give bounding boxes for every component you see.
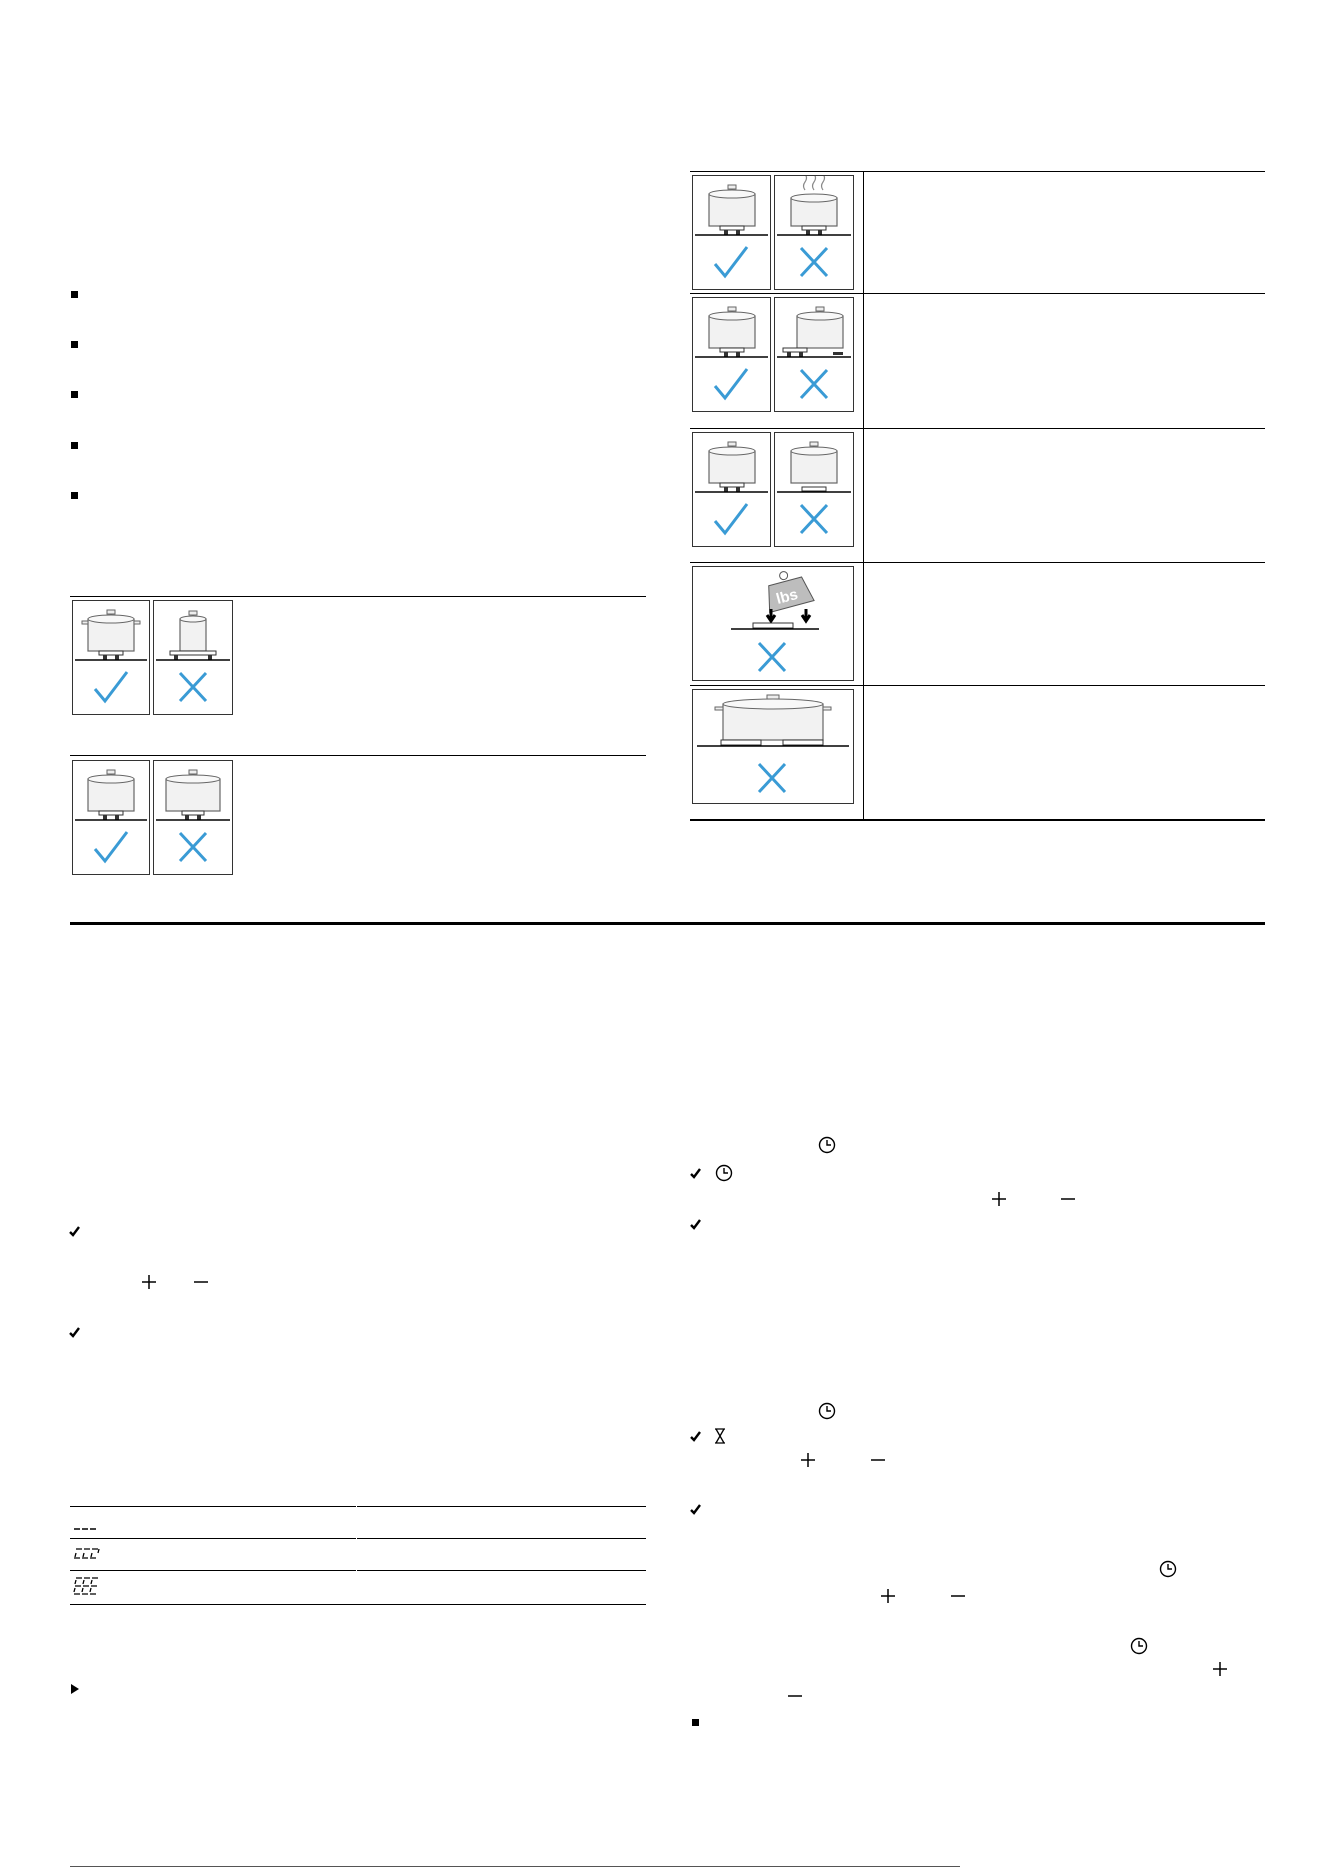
correct-pot-panel bbox=[692, 432, 771, 547]
bullet-marker bbox=[71, 341, 78, 348]
correct-pot-panel bbox=[72, 760, 150, 875]
plus-icon bbox=[800, 1452, 816, 1468]
correct-pot-panel bbox=[72, 600, 150, 715]
checkmark-icon bbox=[690, 1219, 701, 1230]
minus-icon bbox=[870, 1452, 886, 1468]
incorrect-large-pot-panel bbox=[692, 689, 854, 804]
correct-pot-panel bbox=[692, 175, 771, 290]
minus-icon bbox=[950, 1588, 966, 1604]
clock-icon bbox=[818, 1136, 836, 1154]
checkmark-icon bbox=[69, 1226, 80, 1237]
clock-icon bbox=[818, 1402, 836, 1420]
table-column-divider bbox=[863, 171, 864, 821]
plus-icon bbox=[880, 1588, 896, 1604]
incorrect-offcenter-pot-panel bbox=[774, 297, 854, 412]
clock-icon bbox=[1159, 1560, 1177, 1578]
section-divider bbox=[70, 922, 1265, 925]
bullet-marker bbox=[71, 291, 78, 298]
minus-icon bbox=[1060, 1191, 1076, 1207]
correct-pot-panel bbox=[692, 297, 771, 412]
clock-icon bbox=[715, 1164, 733, 1182]
checkmark-icon bbox=[690, 1504, 701, 1515]
svg-text:lbs: lbs bbox=[774, 585, 800, 608]
plus-icon bbox=[1212, 1661, 1228, 1677]
bullet-marker bbox=[71, 442, 78, 449]
minus-icon bbox=[787, 1688, 803, 1704]
bullet-marker bbox=[71, 391, 78, 398]
table-column-divider bbox=[356, 1506, 357, 1604]
checkmark-icon bbox=[69, 1327, 80, 1338]
plus-icon bbox=[141, 1274, 157, 1290]
table-rule bbox=[70, 1506, 646, 1507]
level-3-indicator bbox=[72, 1576, 102, 1603]
arrow-right-icon bbox=[71, 1684, 79, 1694]
incorrect-boiling-pot-panel bbox=[774, 175, 854, 290]
bullet-marker bbox=[71, 492, 78, 499]
table-rule bbox=[70, 1538, 646, 1539]
incorrect-large-pot-panel bbox=[153, 760, 233, 875]
clock-icon bbox=[1130, 1637, 1148, 1655]
bullet-marker bbox=[692, 1719, 699, 1726]
incorrect-no-support-pot-panel bbox=[774, 432, 854, 547]
footer-rule bbox=[70, 1866, 960, 1867]
weight-icon bbox=[760, 567, 814, 612]
checkmark-icon bbox=[690, 1431, 701, 1442]
table-rule bbox=[70, 1604, 646, 1605]
table-rule bbox=[70, 1570, 646, 1571]
level-2-indicator bbox=[72, 1546, 102, 1567]
table-rule bbox=[690, 171, 1265, 172]
hourglass-icon bbox=[714, 1428, 726, 1444]
plus-icon bbox=[991, 1191, 1007, 1207]
incorrect-weight-panel bbox=[692, 566, 854, 681]
level-1-indicator bbox=[72, 1519, 98, 1537]
table-rule bbox=[70, 596, 646, 597]
pot-icon bbox=[82, 610, 140, 651]
table-rule bbox=[690, 562, 1265, 563]
table-rule bbox=[70, 755, 646, 756]
checkmark-icon bbox=[690, 1168, 701, 1179]
incorrect-small-pot-panel bbox=[153, 600, 233, 715]
table-rule bbox=[690, 428, 1265, 429]
minus-icon bbox=[193, 1274, 209, 1290]
table-rule bbox=[690, 685, 1265, 686]
table-rule bbox=[690, 293, 1265, 294]
burner-icon bbox=[99, 651, 123, 660]
table-rule bbox=[690, 819, 1265, 821]
